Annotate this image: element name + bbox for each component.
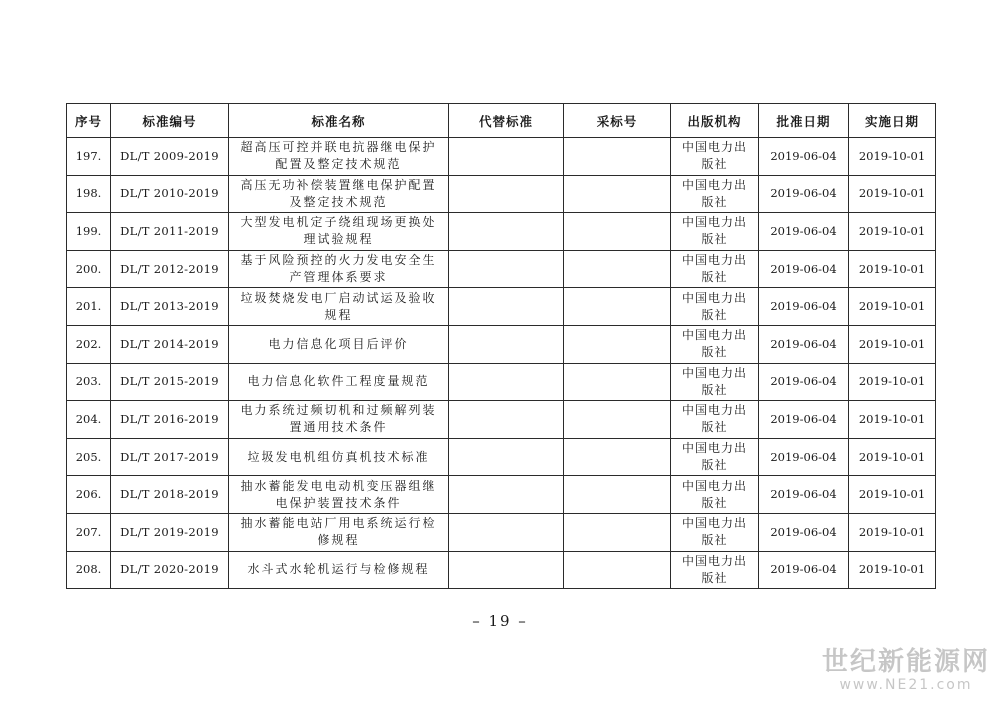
watermark-name: 世纪新能源网	[821, 647, 990, 677]
cell-code: DL/T 2017-2019	[111, 438, 229, 476]
cell-name: 抽水蓄能电站厂用电系统运行检修规程	[229, 513, 449, 551]
table-header	[67, 104, 936, 138]
cell-publisher: 中国电力出版社	[671, 551, 759, 589]
cell-code: DL/T 2019-2019	[111, 513, 229, 551]
table-row	[67, 401, 936, 439]
cell-adopted	[564, 363, 671, 401]
cell-replaces	[449, 175, 564, 213]
cell-approved: 2019-06-04	[759, 513, 849, 551]
cell-approved: 2019-06-04	[759, 551, 849, 589]
header-cell-code: 标准编号	[111, 104, 229, 138]
cell-code: DL/T 2012-2019	[111, 250, 229, 288]
cell-replaces	[449, 250, 564, 288]
cell-adopted	[564, 401, 671, 439]
cell-name: 抽水蓄能发电电动机变压器组继电保护装置技术条件	[229, 476, 449, 514]
cell-replaces	[449, 138, 564, 176]
table-row	[67, 288, 936, 326]
header-cell-approved: 批准日期	[759, 104, 849, 138]
cell-seq: 197.	[67, 138, 111, 176]
cell-approved: 2019-06-04	[759, 138, 849, 176]
cell-replaces	[449, 363, 564, 401]
cell-effective: 2019-10-01	[849, 401, 936, 439]
cell-adopted	[564, 325, 671, 363]
cell-effective: 2019-10-01	[849, 513, 936, 551]
cell-seq: 198.	[67, 175, 111, 213]
table-row	[67, 438, 936, 476]
table-row	[67, 476, 936, 514]
cell-code: DL/T 2015-2019	[111, 363, 229, 401]
header-cell-name: 标准名称	[229, 104, 449, 138]
cell-effective: 2019-10-01	[849, 175, 936, 213]
cell-approved: 2019-06-04	[759, 175, 849, 213]
watermark-url: www.NE21.com	[839, 677, 973, 693]
cell-approved: 2019-06-04	[759, 438, 849, 476]
cell-approved: 2019-06-04	[759, 401, 849, 439]
cell-name: 电力信息化项目后评价	[229, 325, 449, 363]
cell-publisher: 中国电力出版社	[671, 250, 759, 288]
cell-effective: 2019-10-01	[849, 213, 936, 251]
cell-publisher: 中国电力出版社	[671, 138, 759, 176]
cell-adopted	[564, 175, 671, 213]
cell-publisher: 中国电力出版社	[671, 175, 759, 213]
cell-name: 电力信息化软件工程度量规范	[229, 363, 449, 401]
cell-approved: 2019-06-04	[759, 476, 849, 514]
cell-seq: 199.	[67, 213, 111, 251]
cell-seq: 207.	[67, 513, 111, 551]
cell-replaces	[449, 213, 564, 251]
cell-name: 大型发电机定子绕组现场更换处理试验规程	[229, 213, 449, 251]
cell-effective: 2019-10-01	[849, 288, 936, 326]
cell-adopted	[564, 138, 671, 176]
header-cell-publisher: 出版机构	[671, 104, 759, 138]
cell-name: 垃圾焚烧发电厂启动试运及验收规程	[229, 288, 449, 326]
cell-replaces	[449, 476, 564, 514]
cell-adopted	[564, 513, 671, 551]
cell-adopted	[564, 250, 671, 288]
cell-seq: 200.	[67, 250, 111, 288]
cell-replaces	[449, 325, 564, 363]
table-row	[67, 363, 936, 401]
cell-adopted	[564, 288, 671, 326]
cell-adopted	[564, 476, 671, 514]
cell-code: DL/T 2009-2019	[111, 138, 229, 176]
cell-publisher: 中国电力出版社	[671, 325, 759, 363]
watermark-logo	[822, 647, 990, 693]
cell-approved: 2019-06-04	[759, 250, 849, 288]
header-cell-adopted: 采标号	[564, 104, 671, 138]
cell-effective: 2019-10-01	[849, 476, 936, 514]
cell-code: DL/T 2011-2019	[111, 213, 229, 251]
cell-publisher: 中国电力出版社	[671, 213, 759, 251]
cell-replaces	[449, 438, 564, 476]
header-cell-replaces: 代替标准	[449, 104, 564, 138]
table-row	[67, 213, 936, 251]
standards-table	[66, 103, 936, 589]
cell-effective: 2019-10-01	[849, 551, 936, 589]
cell-adopted	[564, 551, 671, 589]
cell-seq: 204.	[67, 401, 111, 439]
cell-name: 电力系统过频切机和过频解列装置通用技术条件	[229, 401, 449, 439]
cell-replaces	[449, 288, 564, 326]
cell-code: DL/T 2013-2019	[111, 288, 229, 326]
cell-effective: 2019-10-01	[849, 325, 936, 363]
cell-name: 垃圾发电机组仿真机技术标准	[229, 438, 449, 476]
cell-code: DL/T 2018-2019	[111, 476, 229, 514]
cell-approved: 2019-06-04	[759, 363, 849, 401]
cell-effective: 2019-10-01	[849, 363, 936, 401]
cell-code: DL/T 2010-2019	[111, 175, 229, 213]
table-row	[67, 175, 936, 213]
cell-seq: 205.	[67, 438, 111, 476]
cell-name: 基于风险预控的火力发电安全生产管理体系要求	[229, 250, 449, 288]
cell-publisher: 中国电力出版社	[671, 288, 759, 326]
cell-name: 水斗式水轮机运行与检修规程	[229, 551, 449, 589]
cell-approved: 2019-06-04	[759, 213, 849, 251]
header-cell-seq: 序号	[67, 104, 111, 138]
table-body	[67, 138, 936, 589]
cell-seq: 203.	[67, 363, 111, 401]
cell-effective: 2019-10-01	[849, 438, 936, 476]
table-row	[67, 513, 936, 551]
cell-publisher: 中国电力出版社	[671, 513, 759, 551]
cell-effective: 2019-10-01	[849, 250, 936, 288]
cell-seq: 206.	[67, 476, 111, 514]
header-row	[67, 104, 936, 138]
table-row	[67, 138, 936, 176]
cell-seq: 208.	[67, 551, 111, 589]
cell-replaces	[449, 551, 564, 589]
cell-seq: 201.	[67, 288, 111, 326]
cell-name: 高压无功补偿装置继电保护配置及整定技术规范	[229, 175, 449, 213]
cell-publisher: 中国电力出版社	[671, 401, 759, 439]
cell-publisher: 中国电力出版社	[671, 476, 759, 514]
cell-publisher: 中国电力出版社	[671, 438, 759, 476]
cell-code: DL/T 2014-2019	[111, 325, 229, 363]
cell-adopted	[564, 438, 671, 476]
cell-code: DL/T 2020-2019	[111, 551, 229, 589]
cell-approved: 2019-06-04	[759, 325, 849, 363]
table-row	[67, 551, 936, 589]
cell-effective: 2019-10-01	[849, 138, 936, 176]
table-row	[67, 250, 936, 288]
page-number: – 19 –	[472, 612, 528, 630]
header-cell-effective: 实施日期	[849, 104, 936, 138]
cell-seq: 202.	[67, 325, 111, 363]
cell-replaces	[449, 401, 564, 439]
cell-replaces	[449, 513, 564, 551]
table-row	[67, 325, 936, 363]
cell-publisher: 中国电力出版社	[671, 363, 759, 401]
cell-name: 超高压可控并联电抗器继电保护配置及整定技术规范	[229, 138, 449, 176]
cell-approved: 2019-06-04	[759, 288, 849, 326]
cell-code: DL/T 2016-2019	[111, 401, 229, 439]
cell-adopted	[564, 213, 671, 251]
